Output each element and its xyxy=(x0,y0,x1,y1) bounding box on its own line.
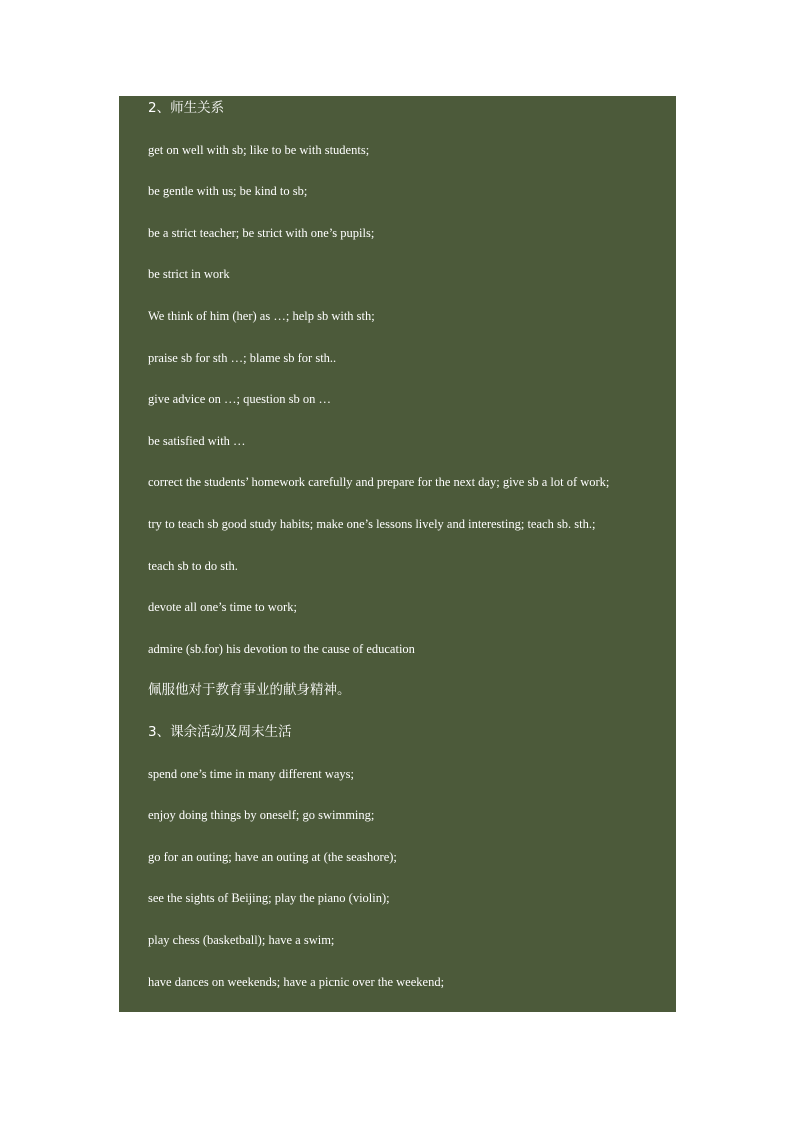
text-line: play chess (basketball); have a swim; xyxy=(148,933,335,947)
text-line: go for an outing; have an outing at (the seashore); xyxy=(148,850,397,864)
text-line: get on well with sb; like to be with students; xyxy=(148,143,370,157)
text-line: be strict in work xyxy=(148,267,230,281)
text-line: correct the students’ homework carefully and prepare for the next day; give sb a lot of work; xyxy=(148,475,610,489)
section-heading-teacher-student: 2、师生关系 xyxy=(148,100,225,116)
text-line: spend one’s time in many different ways; xyxy=(148,767,354,781)
text-line: be satisfied with … xyxy=(148,434,246,448)
text-line: teach sb to do sth. xyxy=(148,559,238,573)
text-line: be gentle with us; be kind to sb; xyxy=(148,184,308,198)
text-line: We think of him (her) as …; help sb with sth; xyxy=(148,309,375,323)
text-line: have dances on weekends; have a picnic over the weekend; xyxy=(148,975,445,989)
text-line: devote all one’s time to work; xyxy=(148,600,297,614)
text-line: enjoy doing things by oneself; go swimming; xyxy=(148,808,375,822)
text-line: be a strict teacher; be strict with one’s pupils; xyxy=(148,226,375,240)
document-panel xyxy=(119,96,676,1012)
chinese-translation-line: 佩服他对于教育事业的献身精神。 xyxy=(148,682,351,698)
text-line: give advice on …; question sb on … xyxy=(148,392,331,406)
text-line: try to teach sb good study habits; make one’s lessons lively and interesting; teach sb. sth.; xyxy=(148,517,596,531)
text-line: see the sights of Beijing; play the piano (violin); xyxy=(148,891,390,905)
section-heading-activities: 3、课余活动及周末生活 xyxy=(148,724,292,740)
text-line: admire (sb.for) his devotion to the cause of education xyxy=(148,642,415,656)
text-line: praise sb for sth …; blame sb for sth.. xyxy=(148,351,337,365)
